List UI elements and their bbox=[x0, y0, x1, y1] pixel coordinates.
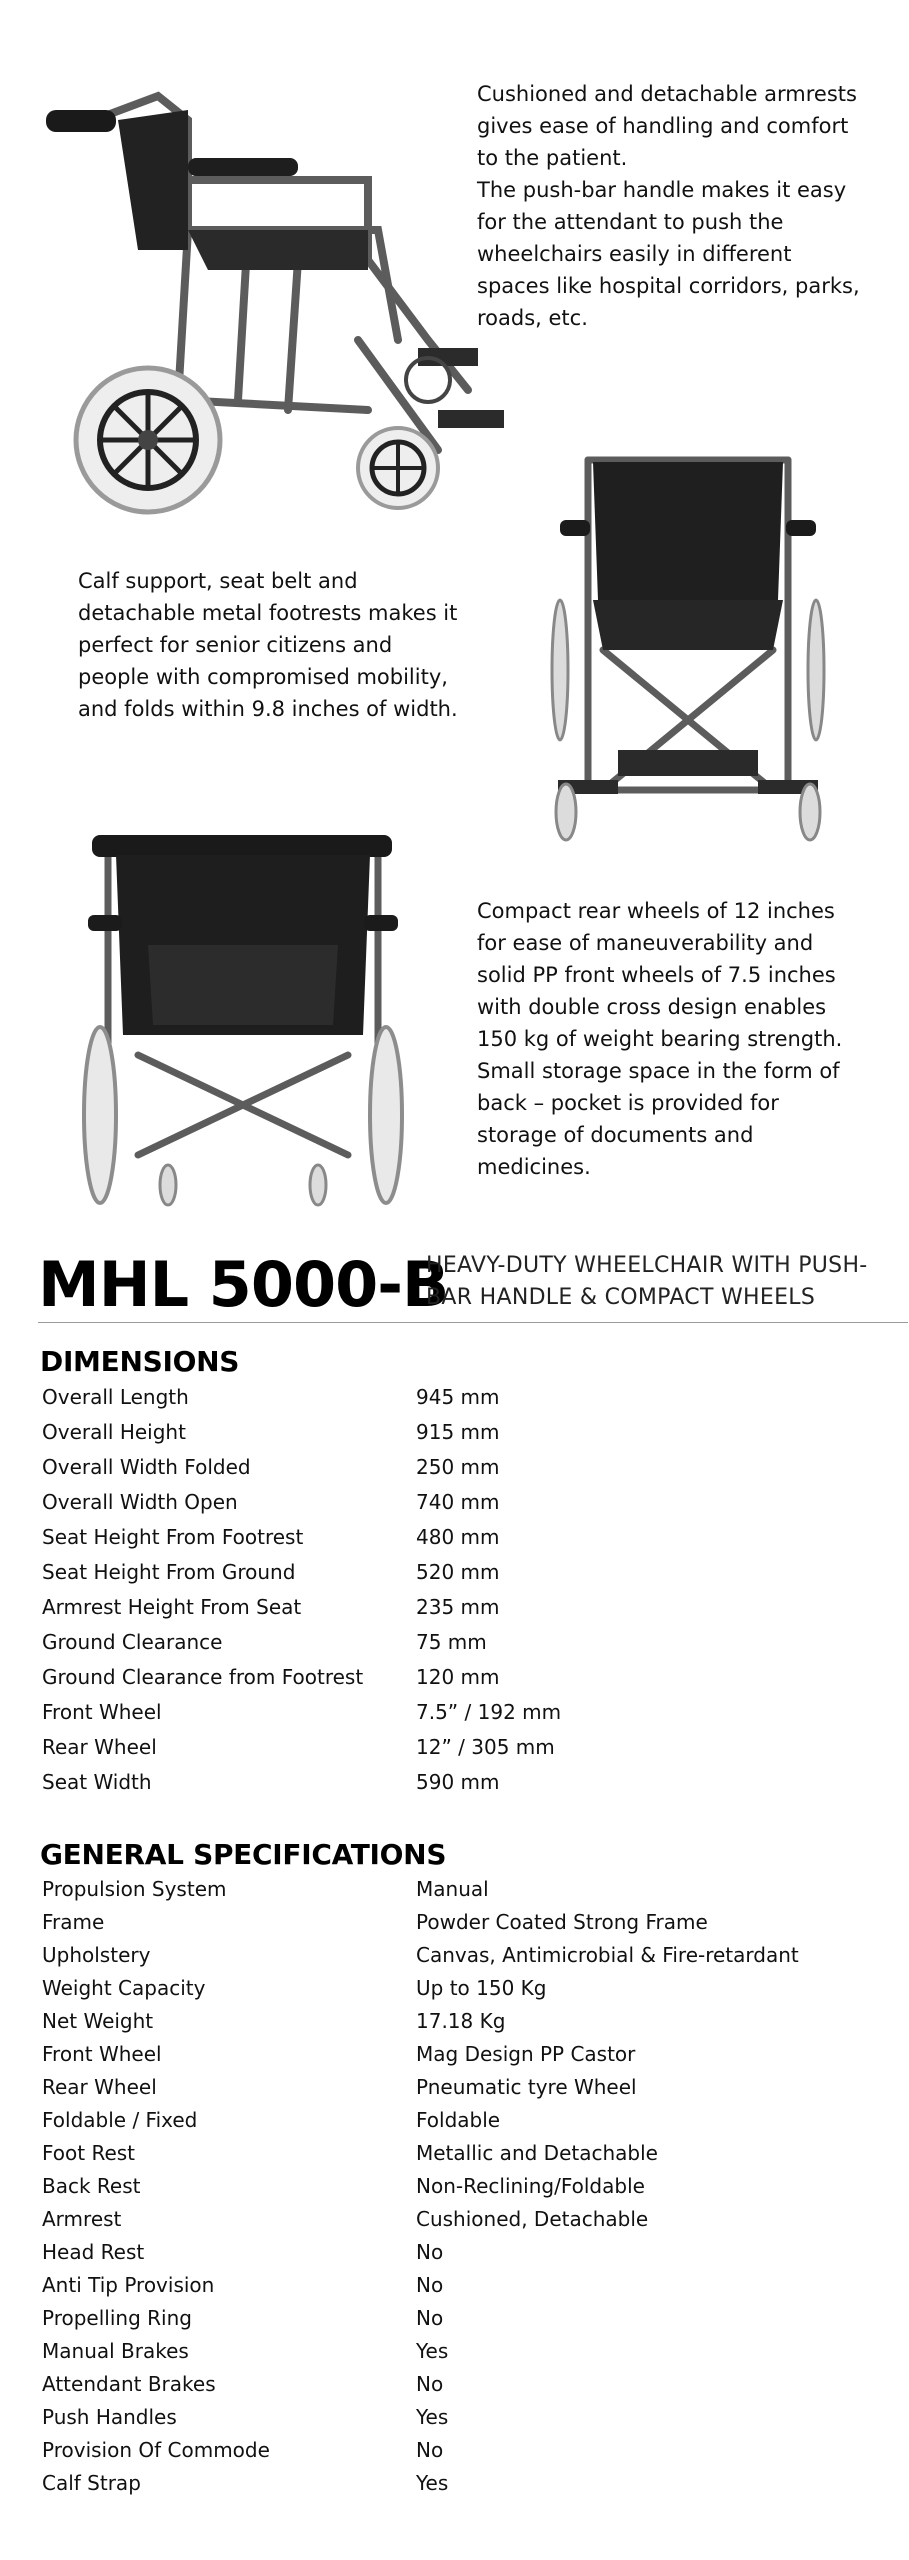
feature-wheels-text: Compact rear wheels of 12 inches for ease of maneuverability and solid PP front wheels of 7.5 inches with double cross design enables 150 kg of weight bearing strength. Small storage space in the form of back – pocket is provided for storage of documents and medicines. bbox=[477, 899, 843, 1179]
wheelchair-back-view-image bbox=[78, 825, 408, 1210]
title-divider bbox=[38, 1322, 908, 1323]
product-subtitle-line-2: BAR HANDLE & COMPACT WHEELS bbox=[426, 1285, 816, 1310]
product-subtitle bbox=[426, 1250, 906, 1314]
feature-armrests-text: Cushioned and detachable armrests gives ease of handling and comfort to the patient. The push-bar handle makes it easy for the attendant to push the wheelchairs easily in different spaces like hospital corridors, parks, roads, etc. bbox=[477, 82, 860, 330]
feature-calf-support-text: Calf support, seat belt and detachable metal footrests makes it perfect for senior citizens and people with compromised mobility, and folds within 9.8 inches of width. bbox=[78, 569, 458, 721]
product-subtitle-line-1: HEAVY-DUTY WHEELCHAIR WITH PUSH- bbox=[426, 1253, 868, 1278]
product-model-title: MHL 5000-B bbox=[38, 1248, 449, 1321]
wheelchair-side-view-image bbox=[38, 80, 508, 520]
wheelchair-front-view-image bbox=[548, 450, 828, 850]
general-specifications-heading: GENERAL SPECIFICATIONS bbox=[40, 1838, 447, 1871]
dimensions-heading: DIMENSIONS bbox=[40, 1345, 240, 1378]
